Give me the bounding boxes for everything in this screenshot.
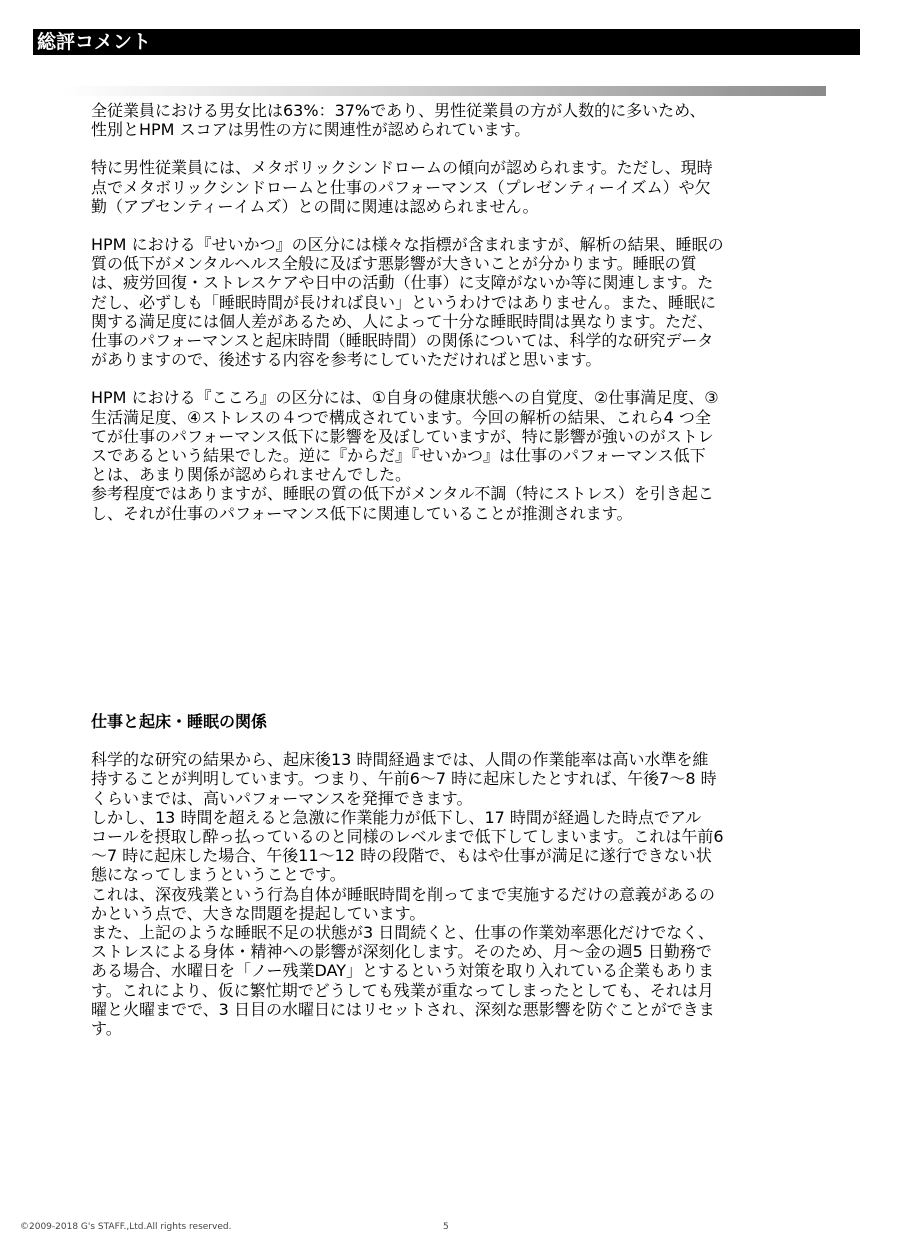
paragraph-metabolic (91, 158, 803, 216)
text-line: 質の低下がメンタルヘルス全般に及ぼす悪影響が大きいことが分かります。睡眠の質 (91, 254, 697, 274)
text-line: これは、深夜残業という行為自体が睡眠時間を削ってまで実施するだけの意義があるの (91, 884, 716, 904)
page-number: 5 (443, 1222, 449, 1232)
text-line: 勤（アブセンティーイムズ）との間に関連は認められません。 (91, 196, 539, 216)
text-line: コールを摂取し酔っ払っているのと同様のレベルまで低下してしまいます。これは午前6 (91, 827, 724, 847)
text-line: 科学的な研究の結果から、起床後13 時間経過までは、人間の作業能率は高い水準を維 (91, 750, 709, 770)
header-divider (63, 86, 826, 96)
text-line: 参考程度ではありますが、睡眠の質の低下がメンタル不調（特にストレス）を引き起こ (91, 484, 714, 504)
text-line: 全従業員における男女比は63%：37%であり、男性従業員の方が人数的に多いため、 (91, 101, 706, 120)
text-line: 生活満足度、④ストレスの４つで構成されています。今回の解析の結果、これら4 つ全 (91, 407, 711, 427)
text-line: かという点で、大きな問題を提起しています。 (91, 903, 426, 923)
text-line: くらいまでは、高いパフォーマンスを発揮できます。 (91, 788, 473, 808)
text-line: 持することが判明しています。つまり、午前6～7 時に起床したとすれば、午後7～8 時 (91, 769, 717, 789)
text-line: 点でメタボリックシンドロームと仕事のパフォーマンス（プレゼンティーイズム）や欠 (91, 177, 711, 197)
text-line: しかし、13 時間を超えると急激に作業能力が低下し、17 時間が経過した時点でアル (91, 807, 702, 827)
text-line: ～7 時に起床した場合、午後11～12 時の段階で、もはや仕事が満足に遂行できない状 (91, 846, 712, 866)
text-line: とは、あまり関係が認められませんでした。 (91, 465, 412, 485)
paragraph-seikatsu (91, 235, 803, 369)
text-line: だし、必ずしも「睡眠時間が長ければ良い」というわけではありません。また、睡眠に (91, 292, 716, 312)
summary-body (91, 101, 803, 542)
text-line: また、上記のような睡眠不足の状態が3 日間続くと、仕事の作業効率悪化だけでなく、 (91, 923, 714, 943)
text-line: 性別とHPM スコアは男性の方に関連性が認められています。 (91, 120, 531, 140)
paragraph-kokoro (91, 388, 803, 522)
text-line: てが仕事のパフォーマンス低下に影響を及ぼしていますが、特に影響が強いのがストレ (91, 426, 714, 446)
sleep-work-section (91, 712, 803, 1057)
text-line: がありますので、後述する内容を参考にしていただければと思います。 (91, 350, 602, 370)
paragraph-sleep-work (91, 750, 803, 1038)
text-line: スであるという結果でした。逆に『からだ』『せいかつ』は仕事のパフォーマンス低下 (91, 446, 706, 466)
text-line: HPM における『せいかつ』の区分には様々な指標が含まれますが、解析の結果、睡眠の (91, 235, 724, 255)
paragraph-gender-ratio (91, 101, 803, 139)
text-line: す。これにより、仮に繁忙期でどうしても残業が重なってしまったとしても、それは月 (91, 980, 714, 1000)
text-line: 態になってしまうということです。 (91, 865, 346, 885)
text-line: HPM における『こころ』の区分には、①自身の健康状態への自覚度、②仕事満足度、③ (91, 388, 719, 408)
text-line: 仕事のパフォーマンスと起床時間（睡眠時間）の関係については、科学的な研究データ (91, 331, 714, 351)
text-line: 特に男性従業員には、メタボリックシンドロームの傾向が認められます。ただし、現時 (91, 158, 713, 178)
copyright-text: ©2009-2018 G's STAFF.,Ltd.All rights reserved. (20, 1222, 232, 1232)
text-line: 関する満足度には個人差があるため、人によって十分な睡眠時間は異なります。ただ、 (91, 311, 714, 331)
page-title: 総評コメント (33, 29, 860, 55)
text-line: 曜と火曜までで、3 日目の水曜日にはリセットされ、深刻な悪影響を防ぐことができま (91, 999, 715, 1019)
text-line: ストレスによる身体・精神への影響が深刻化します。そのため、月～金の週5 日勤務で (91, 942, 712, 962)
section-heading: 仕事と起床・睡眠の関係 (91, 712, 268, 731)
text-line: は、疲労回復・ストレスケアや日中の活動（仕事）に支障がないか等に関連します。た (91, 273, 714, 293)
text-line: ある場合、水曜日を「ノー残業DAY」とするという対策を取り入れている企業もありま (91, 961, 715, 981)
text-line: す。 (91, 1019, 122, 1039)
text-line: し、それが仕事のパフォーマンス低下に関連していることが推測されます。 (91, 503, 633, 523)
